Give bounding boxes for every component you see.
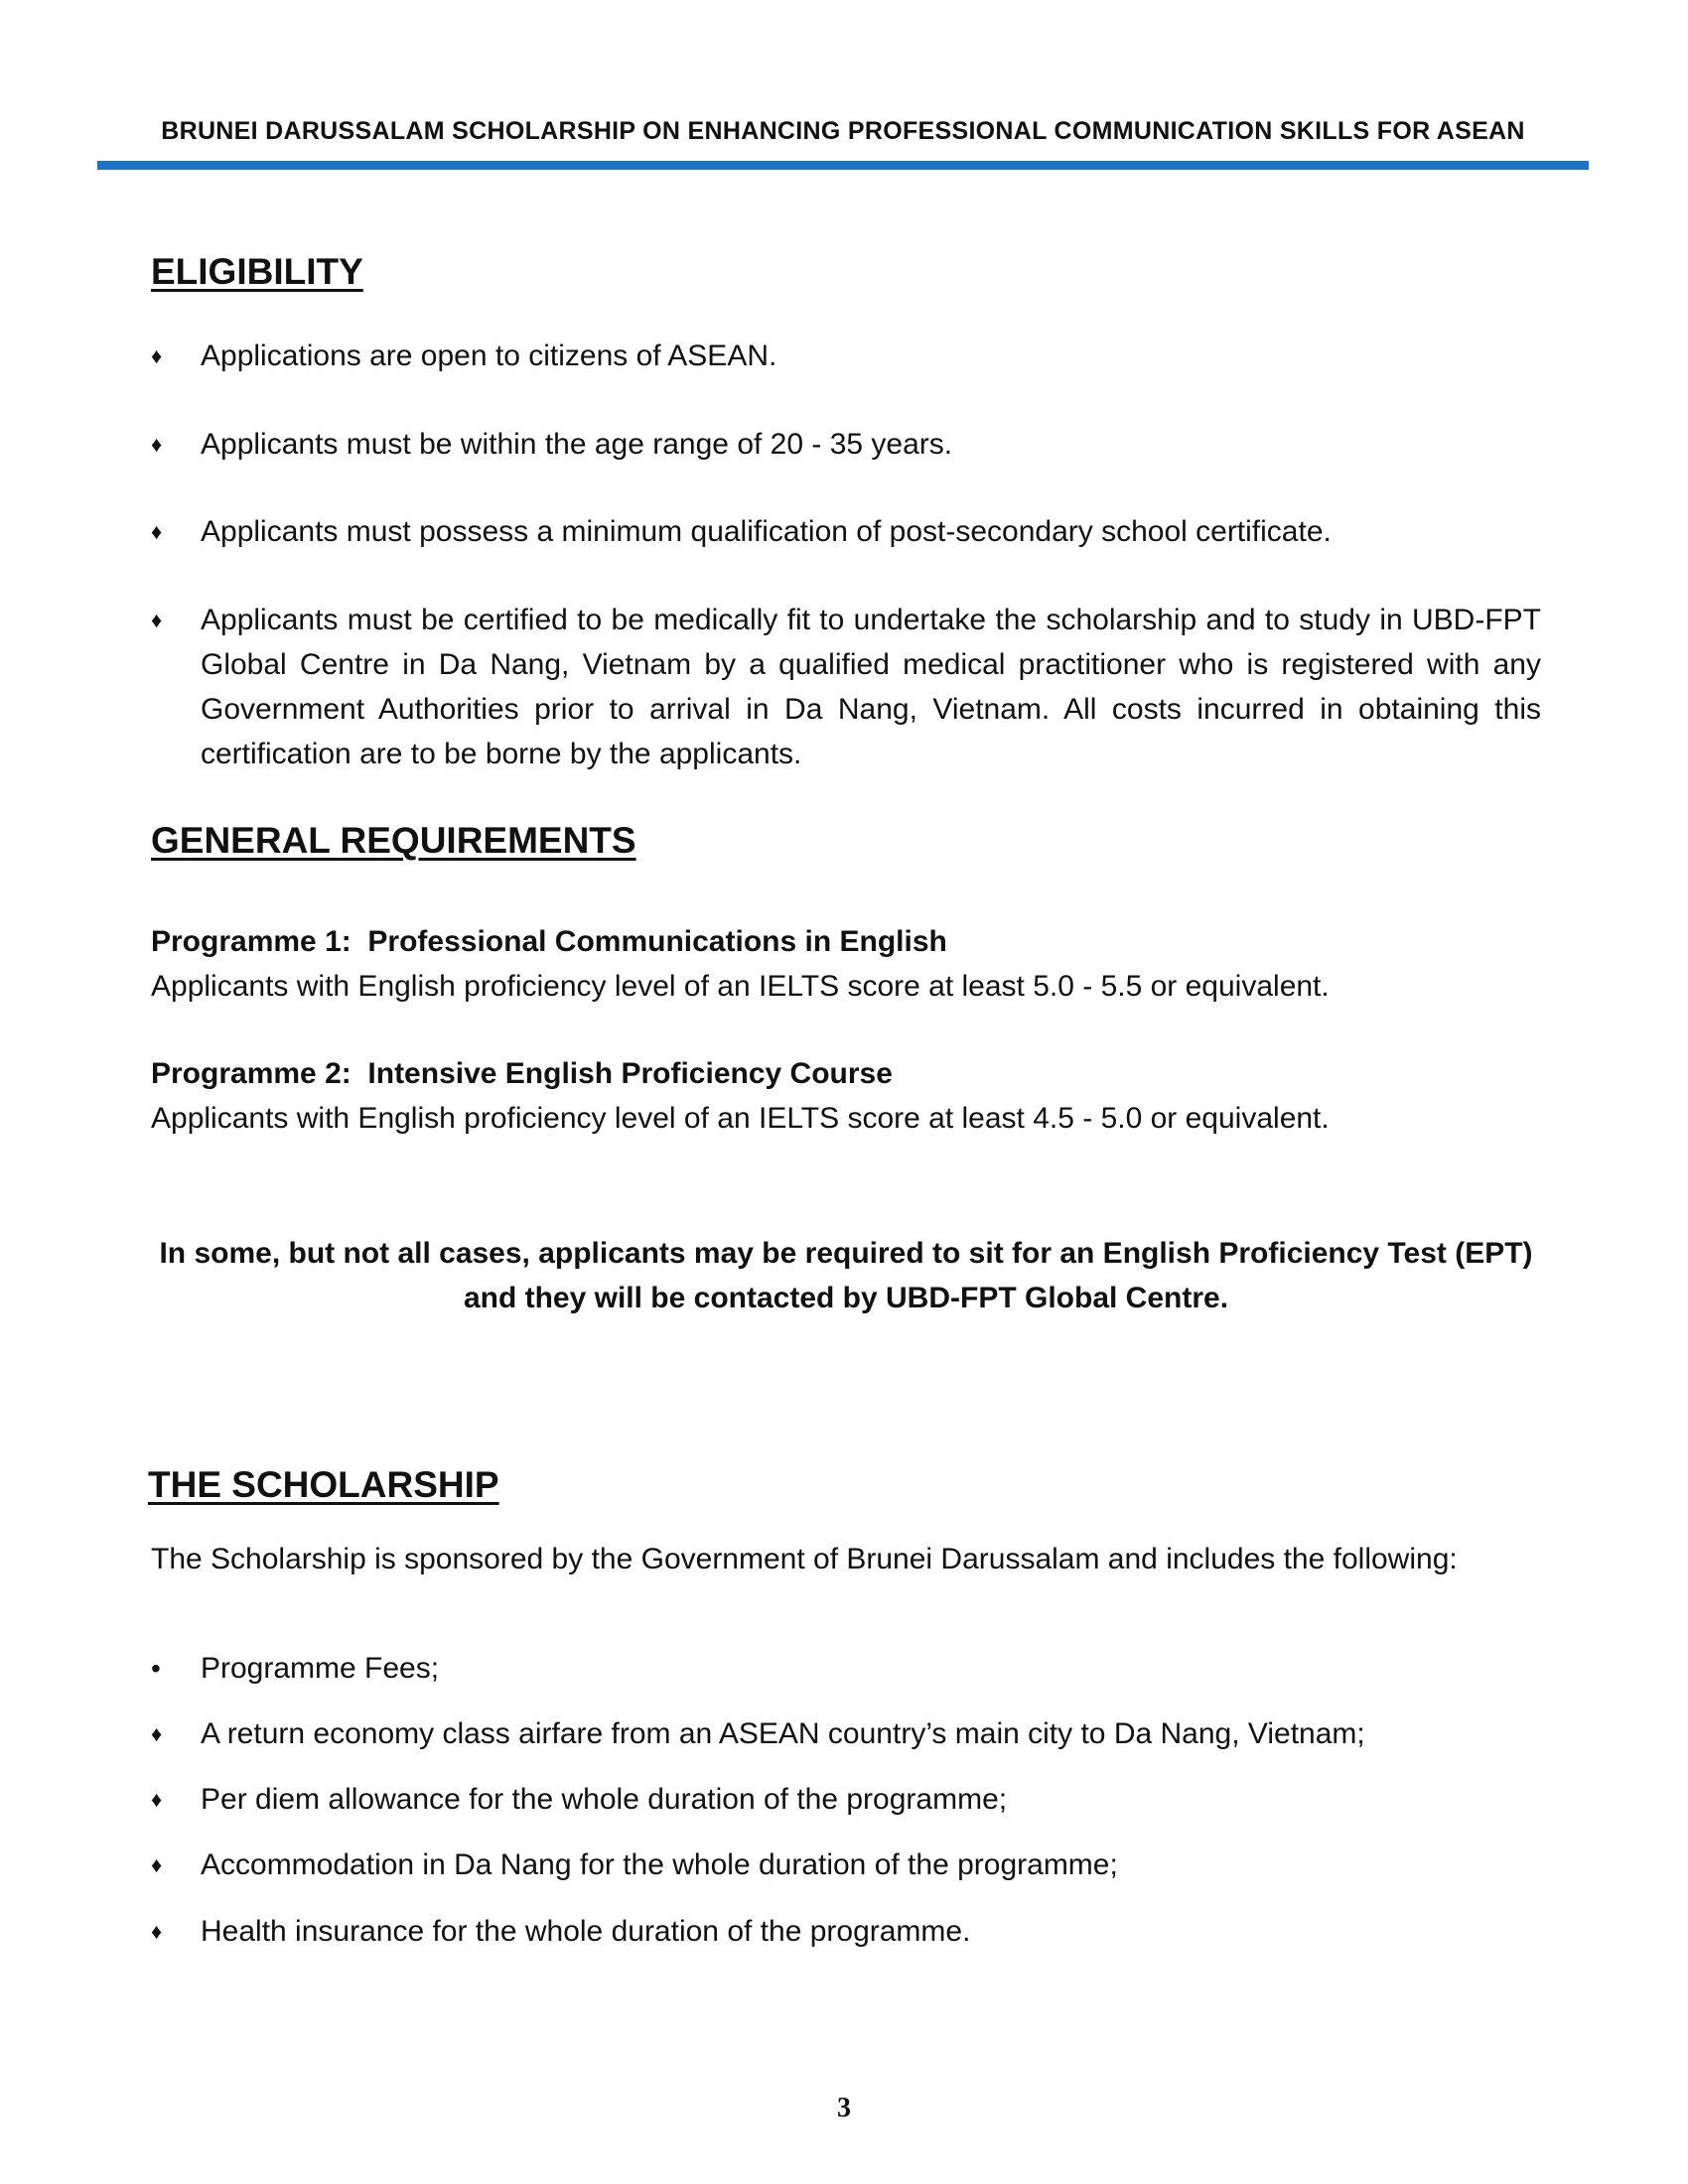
- ept-notice-line: In some, but not all cases, applicants may be required to sit for an English Proficiency Test (EPT): [159, 1237, 1533, 1270]
- diamond-bullet-icon: ♦: [151, 519, 163, 544]
- scholarship-intro: The Scholarship is sponsored by the Government of Brunei Darussalam and includes the following:: [151, 1543, 1458, 1575]
- diamond-bullet-icon: ♦: [151, 343, 163, 368]
- eligibility-item-text: Applicants must be certified to be medically fit to undertake the scholarship and to study in UBD-FPT Global Centre in Da Nang, Vietnam by a qualified medical practitioner who is registered with any Government Authorities prior to arrival in Da Nang, Vietnam. All costs incurred in obtaining this certification are to be borne by the applicants.: [201, 604, 1541, 770]
- general-requirements-heading: GENERAL REQUIREMENTS: [151, 820, 636, 861]
- eligibility-heading: ELIGIBILITY: [151, 251, 363, 292]
- ept-notice: [151, 1231, 1541, 1320]
- diamond-bullet-icon: ♦: [151, 1852, 163, 1877]
- scholarship-item-text: Per diem allowance for the whole duration of the programme;: [201, 1783, 1008, 1816]
- eligibility-item-text: Applicants must be within the age range of 20 - 35 years.: [201, 428, 953, 461]
- programme-requirement: Applicants with English proficiency level of an IELTS score at least 5.0 - 5.5 or equivalent.: [151, 970, 1330, 1003]
- scholarship-item-text: Health insurance for the whole duration of the programme.: [201, 1915, 971, 1948]
- diamond-bullet-icon: ♦: [151, 1721, 163, 1746]
- page-header: [97, 117, 1589, 177]
- diamond-bullet-icon: ♦: [151, 1919, 163, 1944]
- scholarship-heading: THE SCHOLARSHIP: [148, 1464, 499, 1505]
- dot-bullet-icon: •: [151, 1653, 161, 1684]
- scholarship-item-text: A return economy class airfare from an ASEAN country’s main city to Da Nang, Vietnam;: [201, 1717, 1365, 1750]
- programme-block: [151, 1051, 1541, 1141]
- page-number: 3: [837, 2093, 851, 2123]
- header-rule: [97, 161, 1589, 170]
- scholarship-item-text: Programme Fees;: [201, 1652, 440, 1685]
- header-title: BRUNEI DARUSSALAM SCHOLARSHIP ON ENHANCING PROFESSIONAL COMMUNICATION SKILLS FOR ASEAN: [161, 117, 1525, 145]
- programme-block: [151, 919, 1541, 1009]
- programme-requirement: Applicants with English proficiency level of an IELTS score at least 4.5 - 5.0 or equivalent.: [151, 1102, 1330, 1135]
- programme-title: Programme 2: Intensive English Proficiency Course: [151, 1057, 893, 1090]
- ept-notice-line: and they will be contacted by UBD-FPT Global Centre.: [463, 1282, 1229, 1314]
- eligibility-item-text: Applications are open to citizens of ASEAN.: [201, 340, 777, 372]
- diamond-bullet-icon: ♦: [151, 1787, 163, 1812]
- programme-title: Programme 1: Professional Communications in English: [151, 925, 947, 958]
- diamond-bullet-icon: ♦: [151, 432, 163, 457]
- eligibility-item-text: Applicants must possess a minimum qualification of post-secondary school certificate.: [201, 515, 1332, 548]
- diamond-bullet-icon: ♦: [151, 608, 163, 632]
- scholarship-item-text: Accommodation in Da Nang for the whole duration of the programme;: [201, 1848, 1118, 1881]
